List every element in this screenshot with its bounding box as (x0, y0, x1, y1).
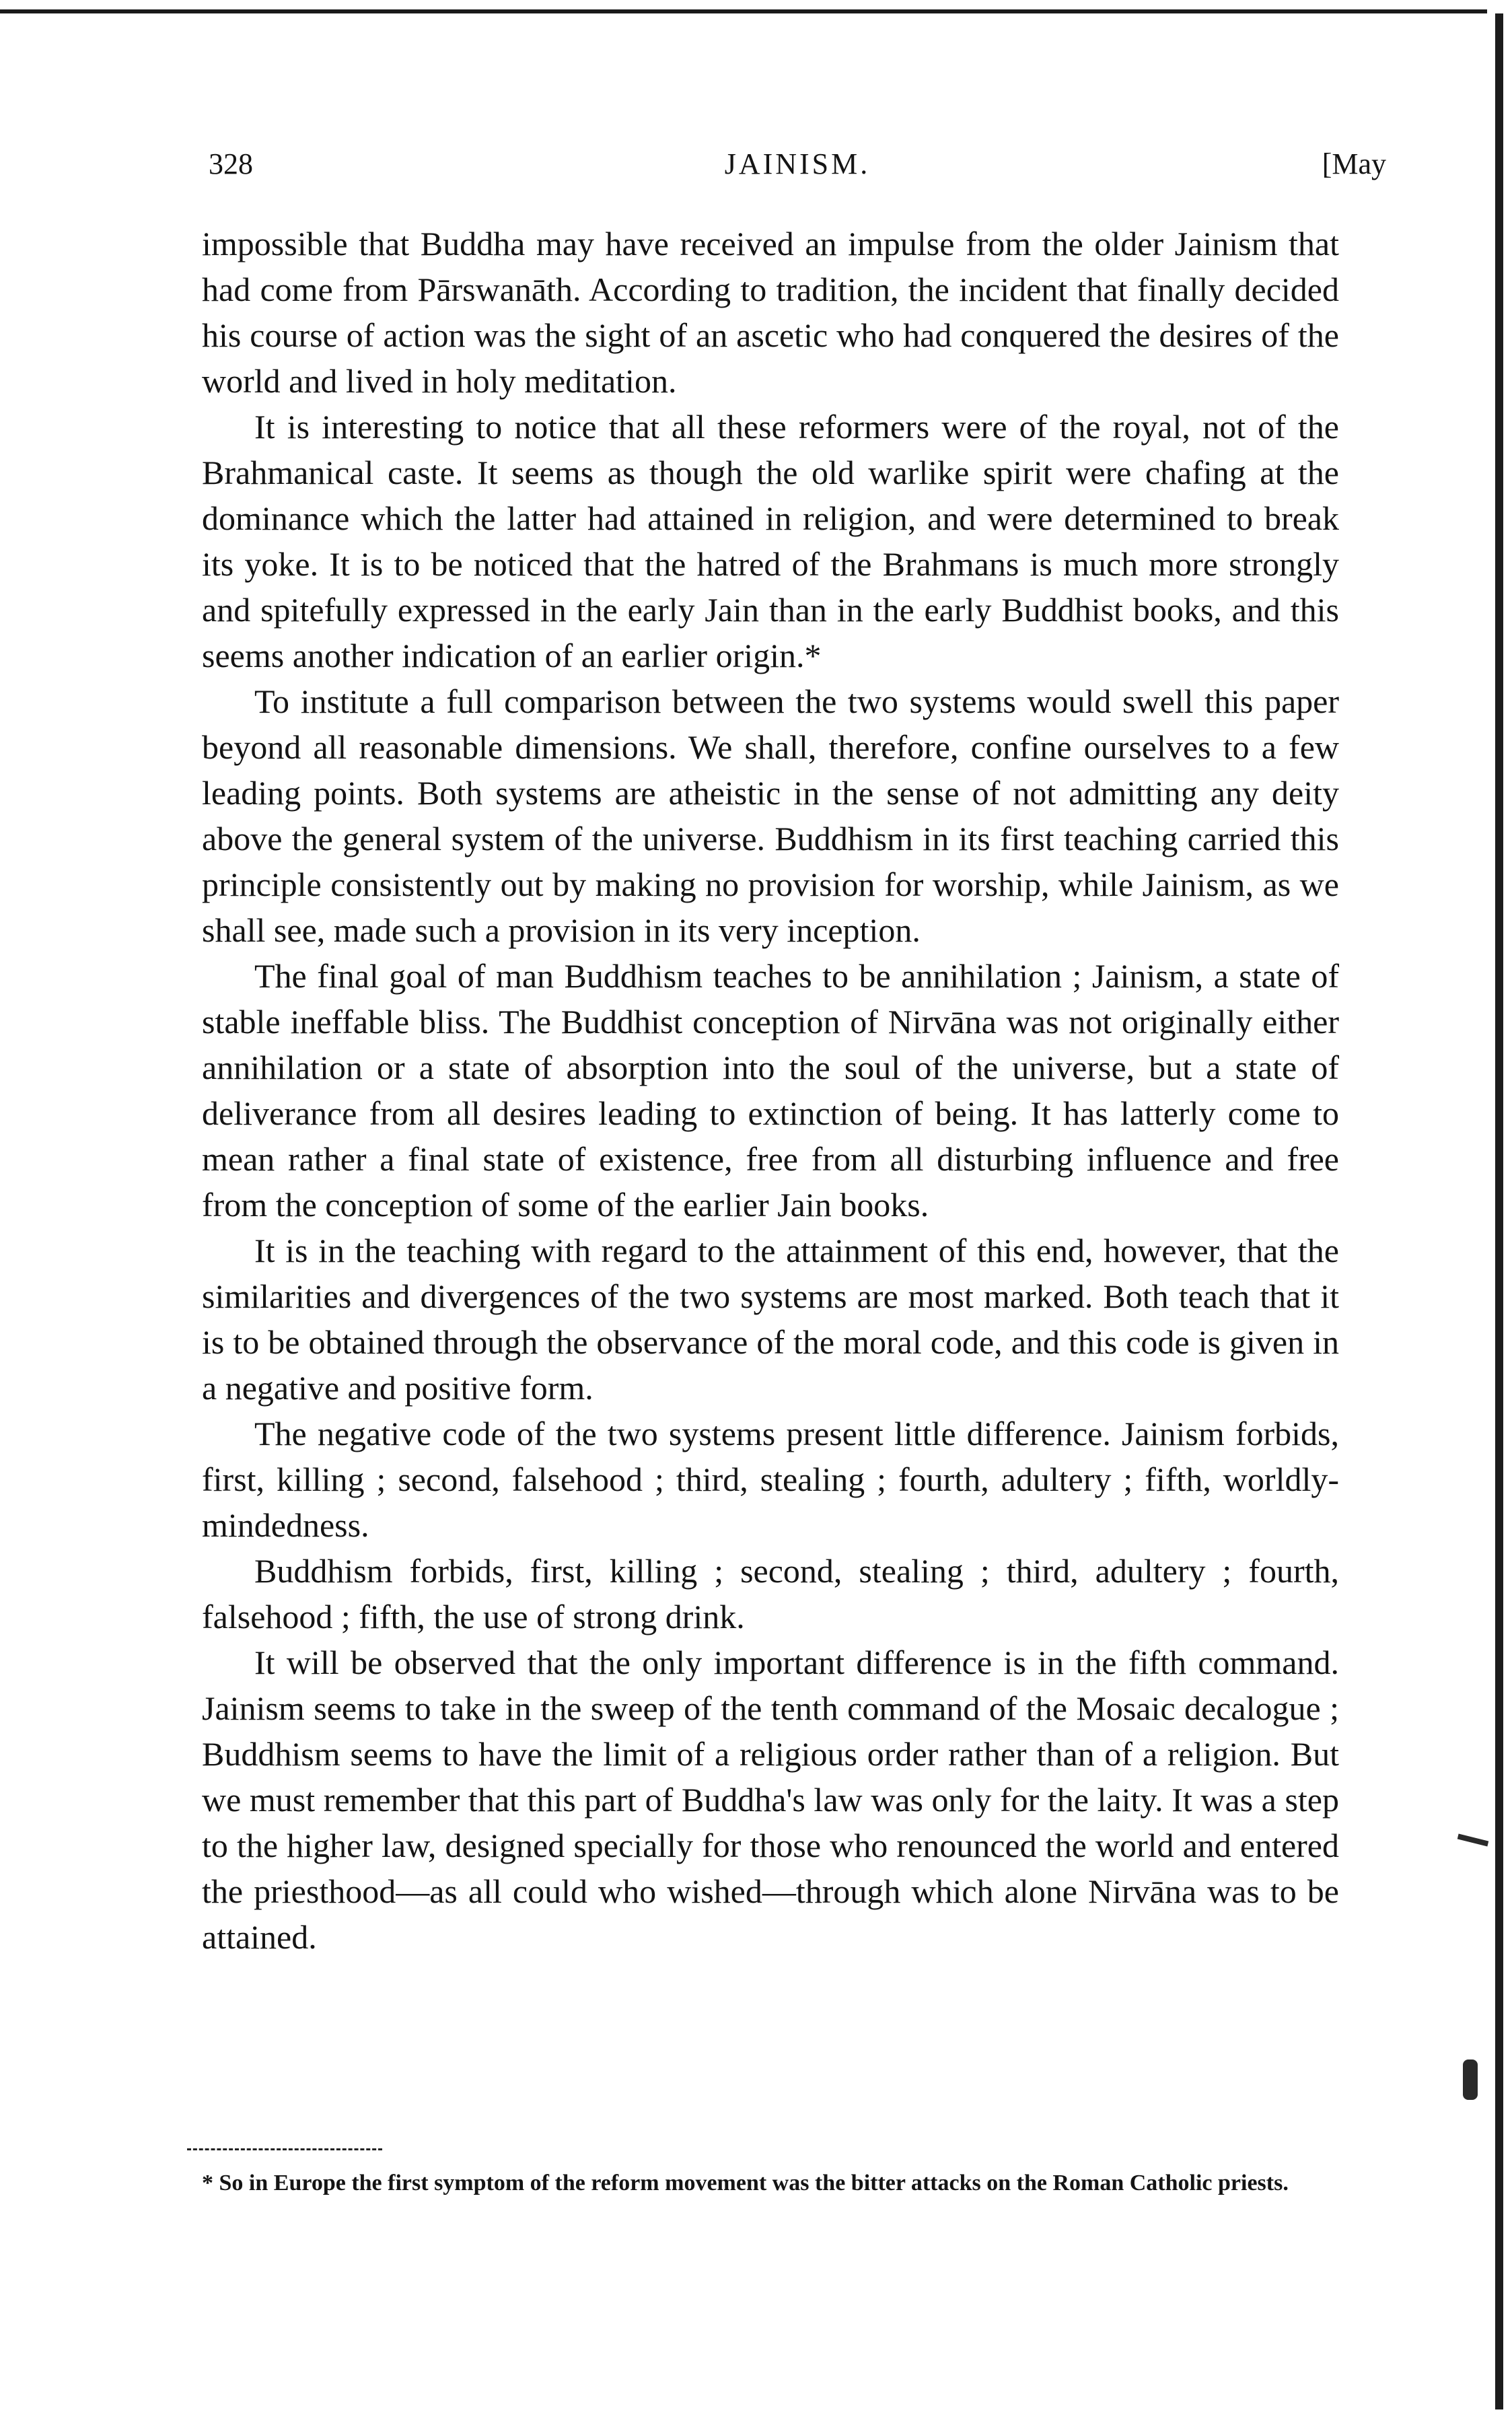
running-title: JAINISM. (724, 147, 871, 180)
footnote-divider (187, 2148, 382, 2150)
running-date: [May (1322, 147, 1386, 180)
paragraph: The negative code of the two systems present little difference. Jainism forbids, first, killing ; second, falsehood ; third, stealing ; fourth, adultery ; fifth, worldly-mindedness. (202, 1415, 1339, 1544)
paragraph: impossible that Buddha may have received an impulse from the older Jainism that had come from Pārswanāth. According to tradition, the incident that finally decided his course of action was the sight of an ascetic who had conquered the desires of the world and lived in holy meditation. (202, 225, 1339, 400)
body-text (202, 221, 1339, 1960)
paragraph: To institute a full comparison between the two systems would swell this paper beyond all reasonable dimensions. We shall, therefore, confine ourselves to a few leading points. Both systems are atheistic in the sense of not admitting any deity above the general system of the universe. Buddhism in its first teaching carried this principle consistently out by making no provision for worship, while Jainism, as we shall see, made such a provision in its very inception. (202, 682, 1339, 949)
paragraph: Buddhism forbids, first, killing ; second, stealing ; third, adultery ; fourth, falsehood ; fifth, the use of strong drink. (202, 1552, 1339, 1635)
paragraph: It is interesting to notice that all these reformers were of the royal, not of the Brahmanical caste. It seems as though the old warlike spirit were chafing at the dominance which the latter had attained in religion, and were determined to break its yoke. It is to be noticed that the hatred of the Brahmans is much more strongly and spitefully expressed in the early Jain than in the early Buddhist books, and this seems another indication of an earlier origin.* (202, 408, 1339, 674)
page-header (209, 147, 1386, 194)
right-page-edge (1495, 13, 1503, 2409)
paragraph: It is in the teaching with regard to the attainment of this end, however, that the similarities and divergences of the two systems are most marked. Both teach that it is to be obtained through the observance of the moral code, and this code is given in a negative and positive form. (202, 1232, 1339, 1407)
paragraph: The final goal of man Buddhism teaches to be annihilation ; Jainism, a state of stable ineffable bliss. The Buddhist conception of Nirvāna was not originally either annihilation or a state of absorption into the soul of the universe, but a state of deliverance from all desires leading to extinction of being. It has latterly come to mean rather a final state of existence, free from all disturbing influence and free from the conception of some of the earlier Jain books. (202, 957, 1339, 1224)
paragraph: It will be observed that the only important difference is in the fifth command. Jainism seems to take in the sweep of the tenth command of the Mosaic decalogue ; Buddhism seems to have the limit of a religious order rather than of a religion. But we must remember that this part of Buddha's law was only for the laity. It was a step to the higher law, designed specially for those who renounced the world and entered the priesthood—as all could who wished—through which alone Nirvāna was to be attained. (202, 1644, 1339, 1956)
edge-mark (1463, 2060, 1478, 2100)
edge-mark (1457, 1834, 1489, 1847)
footnote: * So in Europe the first symptom of the reform movement was the bitter attacks on the Roman Catholic priests. (202, 2171, 1289, 2195)
page-number: 328 (209, 147, 253, 180)
top-scan-rule (0, 9, 1487, 13)
